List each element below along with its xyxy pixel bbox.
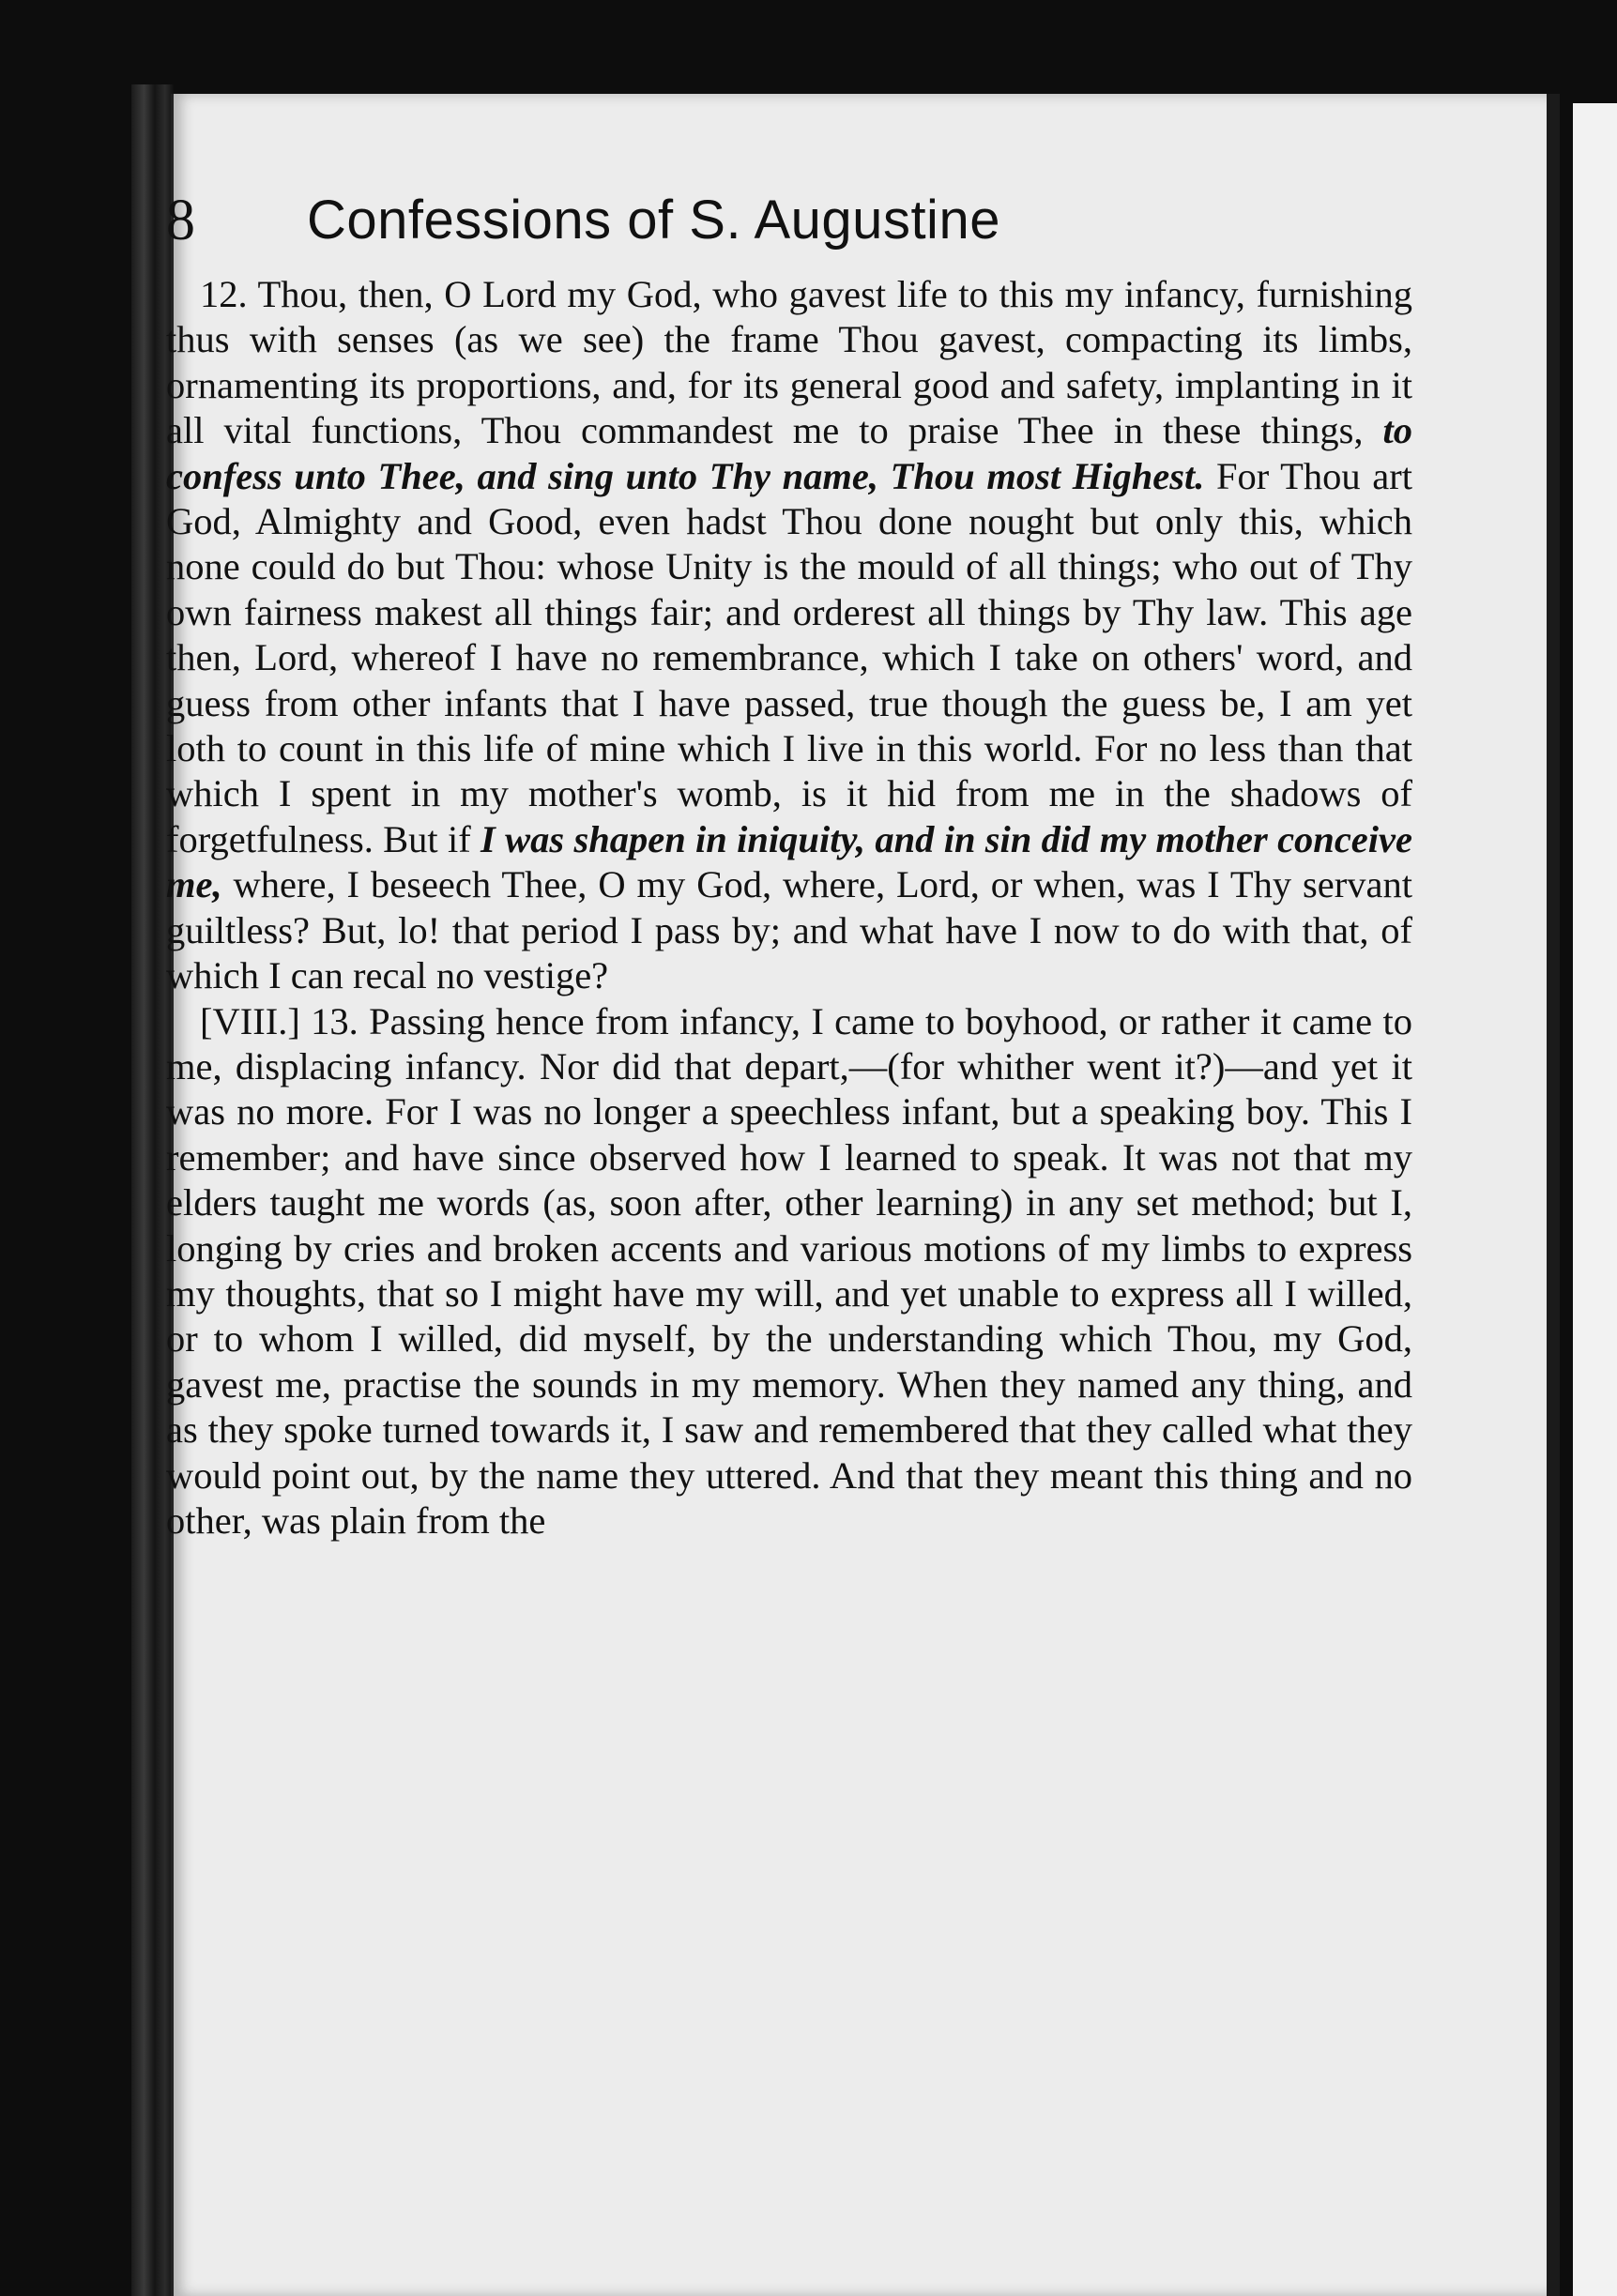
paragraph-12 bbox=[166, 272, 1412, 999]
page-number: 8 bbox=[166, 189, 195, 252]
page-header bbox=[166, 183, 1306, 258]
text-run: [VIII.] 13. Passing hence from infancy, I came to boyhood, or rather it came to me, displacing infancy. Nor did that depart,—(for whither went it?)—and yet it was no more. For I was no longer a speechless infant, but a speaking boy. This I remember; and have since observed how I learned to speak. It was not that my elders taught me words (as, soon after, other learning) in any set method; but I, longing by cries and broken accents and various motions of my limbs to express my thoughts, that so I might have my will, and yet unable to express all I willed, or to whom I willed, did myself, by the understanding which Thou, my God, gavest me, practise the sounds in my memory. When they named any thing, and as they spoke turned towards it, I saw and remembered that they called what they would point out, by the name they uttered. And that they meant this thing and no other, was plain from the bbox=[166, 999, 1412, 1542]
paragraph-13 bbox=[166, 999, 1412, 1544]
text-run: where, I beseech Thee, O my God, where, Lord, or when, was I Thy servant guiltless? But, lo! that period I pass by; and what have I now to do with that, of which I can recal no vestige? bbox=[166, 863, 1412, 997]
running-title: Confessions of S. Augustine bbox=[307, 190, 1000, 251]
text-run: For Thou art God, Almighty and Good, even hadst Thou done nought but only this, which none could do but Thou: whose Unity is the mould of all things; who out of Thy own fairness makest all things fair; and orderest all things by Thy law. This age then, Lord, whereof I have no remembrance, which I take on others' word, and guess from other infants that I have passed, true though the guess be, I am yet loth to count in this life of mine which I live in this world. For no less than that which I spent in my mother's womb, is it hid from me in the shadows of forgetfulness. But if bbox=[166, 454, 1412, 860]
facing-page-edge bbox=[1573, 103, 1617, 2296]
page-gutter bbox=[1547, 94, 1560, 2296]
text-run: 12. Thou, then, O Lord my God, who gavest life to this my infancy, furnishing thus with senses (as we see) the frame Thou gavest, compacting its limbs, ornamenting its proportions, and, for its general good and safety, implanting in it all vital functions, Thou commandest me to praise Thee in these things, bbox=[166, 273, 1412, 452]
body-text bbox=[166, 272, 1412, 1543]
italic-quotation: to confess unto Thee, and sing unto Thy name, Thou most Highest. bbox=[166, 409, 1412, 497]
italic-quotation: I was shapen in iniquity, and in sin did my mother conceive me, bbox=[166, 817, 1412, 906]
